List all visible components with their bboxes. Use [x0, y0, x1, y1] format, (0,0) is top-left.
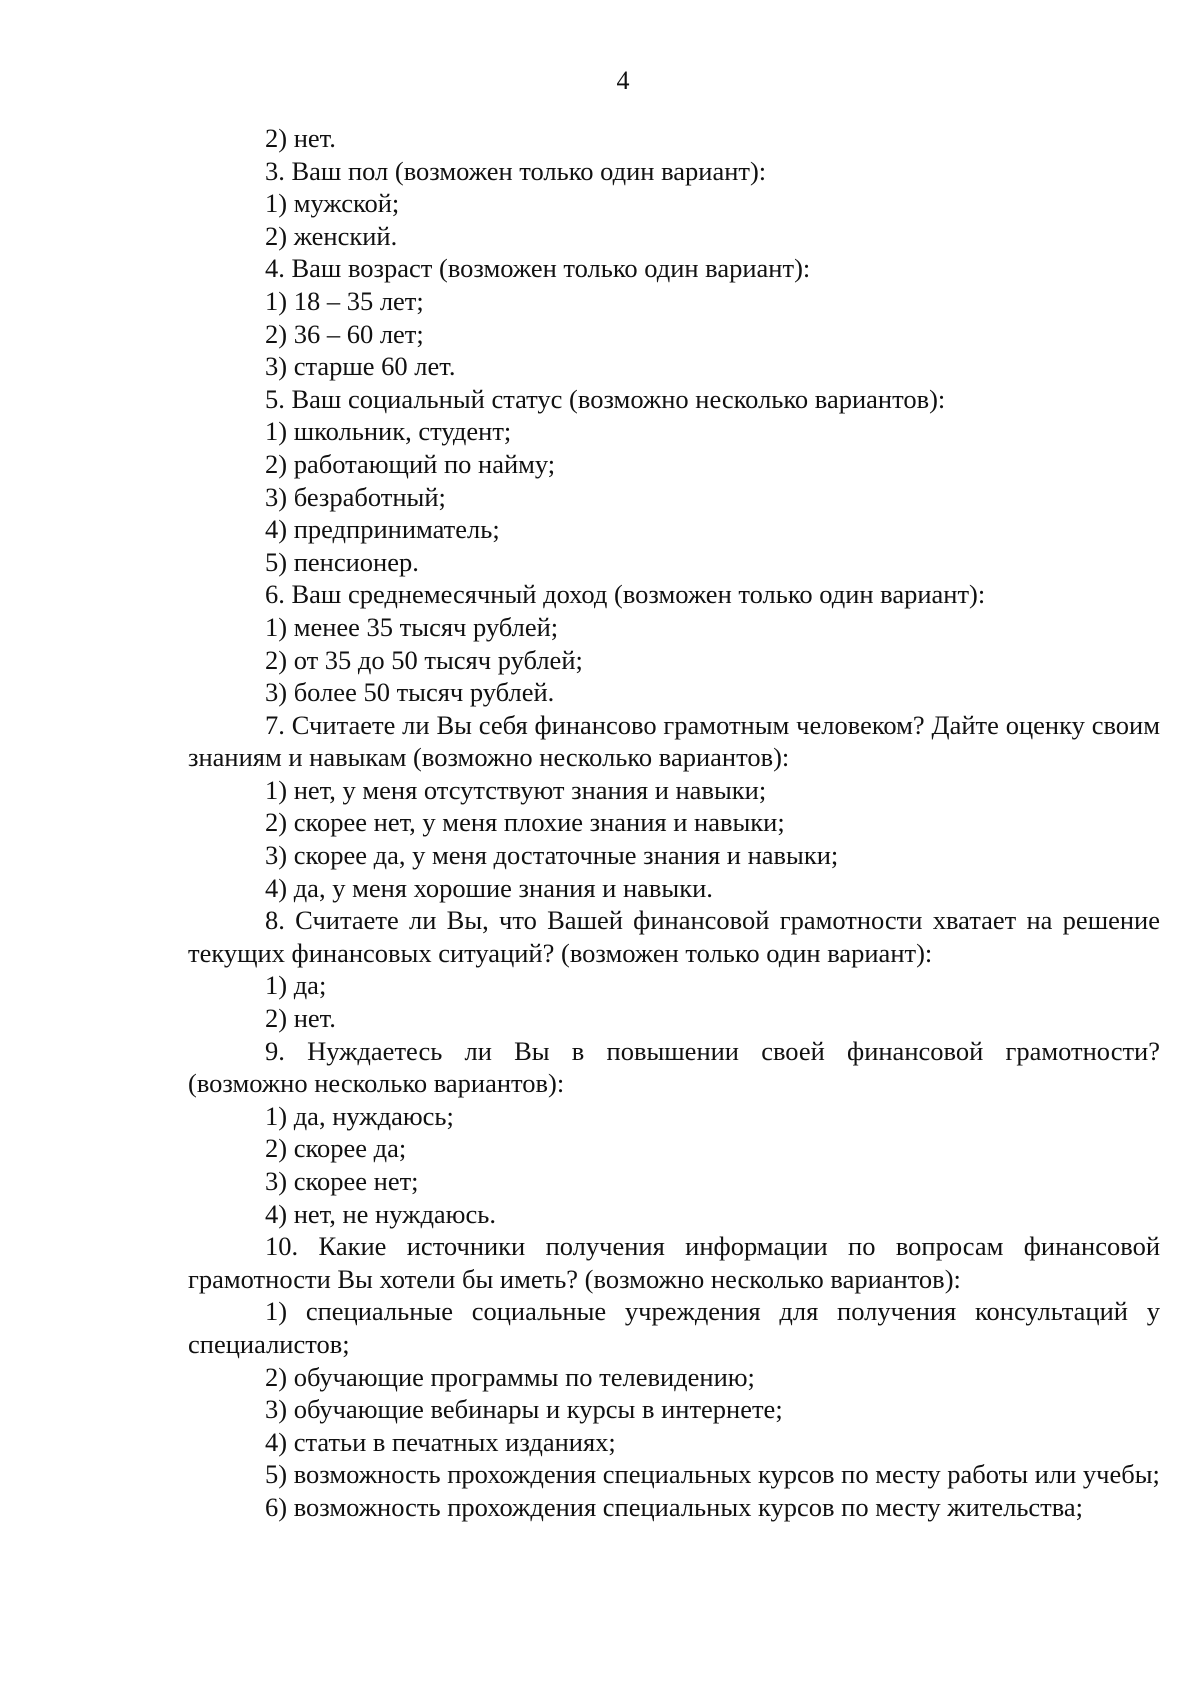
answer-option: 5) пенсионер. — [265, 546, 419, 577]
question-5: 5. Ваш социальный статус (возможно несколько вариантов): — [265, 383, 946, 414]
answer-option: 3) скорее нет; — [265, 1166, 419, 1196]
answer-option: 1) менее 35 тысяч рублей; — [265, 611, 559, 642]
answer-option: 1) нет, у меня отсутствуют знания и навыки; — [265, 774, 767, 805]
answer-option: 2) женский. — [265, 220, 398, 251]
answer-option: 4) нет, не нуждаюсь. — [265, 1198, 496, 1229]
page-number: 4 — [616, 66, 630, 95]
answer-option: 3) безработный; — [265, 481, 446, 512]
answer-option: 4) статьи в печатных изданиях; — [265, 1426, 616, 1457]
question-9: 9. Нуждаетесь ли Вы в повышении своей финансовой грамотности? (возможно несколько вариантов): — [188, 1035, 1160, 1099]
answer-option: 3) обучающие вебинары и курсы в интернете; — [265, 1394, 783, 1425]
question-10: 10. Какие источники получения информации по вопросам финансовой грамотности Вы хотели бы иметь? (возможно несколько вариантов): — [188, 1231, 1160, 1294]
answer-option: 3) скорее да, у меня достаточные знания и навыки; — [265, 840, 839, 871]
answer-option: 1) да; — [265, 970, 327, 1001]
document-body — [188, 122, 1160, 1524]
answer-option: 2) от 35 до 50 тысяч рублей; — [265, 644, 583, 675]
answer-option: 1) да, нуждаюсь; — [265, 1100, 454, 1131]
question-6: 6. Ваш среднемесячный доход (возможен только один вариант): — [265, 579, 986, 610]
answer-option: 2) нет. — [265, 1003, 336, 1034]
answer-option: 3) старше 60 лет. — [265, 351, 456, 382]
answer-option: 1) школьник, студент; — [265, 416, 512, 447]
answer-option: 4) предприниматель; — [265, 514, 500, 545]
question-4: 4. Ваш возраст (возможен только один вариант): — [265, 253, 811, 284]
answer-option: 1) специальные социальные учреждения для получения консультаций у специалистов; — [188, 1296, 1160, 1359]
answer-option: 2) скорее нет, у меня плохие знания и навыки; — [265, 807, 785, 838]
answer-option: 2) скорее да; — [265, 1133, 407, 1164]
answer-option: 1) 18 – 35 лет; — [265, 285, 424, 316]
answer-option: 1) мужской; — [265, 188, 400, 219]
answer-option: 2) 36 – 60 лет; — [265, 318, 424, 349]
answer-option: 2) работающий по найму; — [265, 448, 556, 479]
question-8: 8. Считаете ли Вы, что Вашей финансовой грамотности хватает на решение текущих финансовых ситуаций? (возможен только один вариант): — [188, 905, 1160, 968]
question-3: 3. Ваш пол (возможен только один вариант): — [265, 155, 767, 186]
question-7: 7. Считаете ли Вы себя финансово грамотным человеком? Дайте оценку своим знаниям и навыкам (возможно несколько вариантов): — [188, 709, 1160, 773]
answer-option: 3) более 50 тысяч рублей. — [265, 677, 555, 708]
answer-option: 4) да, у меня хорошие знания и навыки. — [265, 872, 713, 903]
answer-option: 6) возможность прохождения специальных курсов по месту жительства; — [265, 1491, 1084, 1522]
answer-option: 2) обучающие программы по телевидению; — [265, 1361, 755, 1392]
text-line: 2) нет. — [265, 123, 336, 153]
answer-option: 5) возможность прохождения специальных курсов по месту работы или учебы; — [265, 1459, 1160, 1490]
